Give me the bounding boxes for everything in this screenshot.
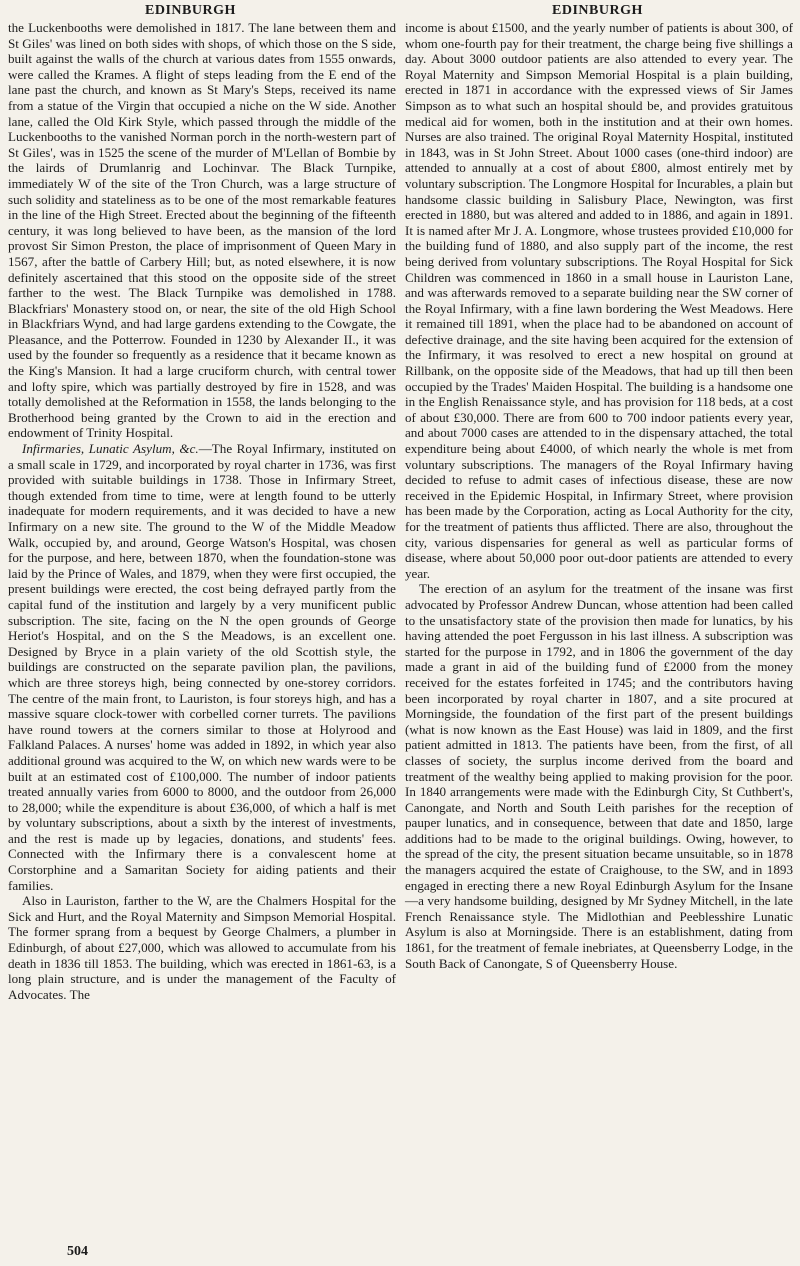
running-head-left: EDINBURGH: [145, 3, 236, 18]
page-number: 504: [67, 1244, 88, 1259]
paragraph: the Luckenbooths were demolished in 1817. The lane between them and St Giles' was lined on both sides with shops, of which those on the S side, built against the walls of the church at various dates from 1555 onwards, were called the Krames. A flight of steps leading from the E end of the lane past the church, and known as St Mary's Steps, received its name from a statue of the Virgin that occupied a niche on the W side. Another lane, called the Old Kirk Style, which passed through the middle of the Luckenbooths to the vanished Norman porch in the north-western part of St Giles', was in 1525 the scene of the murder of M'Lellan of Bombie by the lairds of Drumlanrig and Lochinvar. The Black Turnpike, immediately W of the site of the Tron Church, was a large structure of such solidity and stateliness as to be one of the most remarkable features in the line of the High Street. Erected about the beginning of the fifteenth century, it was long believed to have been, as the mansion of the lord provost Sir Simon Preston, the place of imprisonment of Queen Mary in 1567, after the battle of Carbery Hill; but, as noted elsewhere, it is now definitely ascertained that this stood on the opposite side of the street farther to the west. The Black Turnpike was demolished in 1788. Blackfriars' Monastery stood on, or near, the site of the old High School in Blackfriars Wynd, and had large gardens extending to the Cowgate, the Pleasance, and the Potterrow. Founded in 1230 by Alexander II., it was used by the founder so frequently as a residence that it became known as the King's Mansion. It had a large cruciform church, with central tower and lofty spire, which was partially destroyed by fire in 1528, and was totally demolished at the Reformation in 1558, the lands belonging to the Brotherhood being granted by the Crown to aid in the erection and endowment of Trinity Hospital.: [8, 20, 396, 441]
paragraph: The erection of an asylum for the treatment of the insane was first advocated by Professor Andrew Duncan, whose attention had been called to the unsatisfactory state of the provision then made for lunatics, by his having attended the poet Fergusson in his last illness. A subscription was started for the purpose in 1792, and in 1806 the government of the day made a grant in aid of the building fund of £2000 from the money received for the estates forfeited in 1745; and the contributors having been incorporated by royal charter in 1807, and a site procured at Morningside, the foundation of the first part of the present buildings (what is now known as the East House) was laid in 1809, and the first patient admitted in 1813. The patients have been, from the first, of all classes of society, the surplus income derived from the board and treatment of the wealthy being applied to making provision for the poor. In 1840 arrangements were made with the Edinburgh City, St Cuthbert's, Canongate, and North and South Leith parishes for the reception of pauper lunatics, and in consequence, between that date and 1850, large additions had to be made to the original buildings. Owing, however, to the spread of the city, the present situation became unsuitable, so in 1878 the managers acquired the estate of Craighouse, to the SW, and in 1893 engaged in erecting there a new Royal Edinburgh Asylum for the Insane—a very handsome building, designed by Mr Sydney Mitchell, in the late French Renaissance style. The Midlothian and Peeblesshire Lunatic Asylum is also at Morningside. There is an establishment, dating from 1861, for the treatment of female inebriates, at Queensberry Lodge, in the South Back of Canongate, S of Queensberry House.: [405, 581, 793, 971]
paragraph: income is about £1500, and the yearly number of patients is about 300, of whom one-fourth pay for their treatment, the charge being five shillings a day. About 3000 outdoor patients are also attended to every year. The Royal Maternity and Simpson Memorial Hospital is a plain building, erected in 1871 in accordance with the expressed views of Sir James Simpson as to what such an hospital should be, and provides gratuitous medical aid for women, both in the institution and at their own homes. Nurses are also trained. The original Royal Maternity Hospital, instituted in 1843, was in St John Street. About 1000 cases (one-third indoor) are attended to annually at a cost of about £800, almost entirely met by voluntary subscription. The Longmore Hospital for Incurables, a plain but handsome classic building in Salisbury Place, Newington, was first erected in 1880, but was altered and added to in 1886, and again in 1891. It is named after Mr J. A. Longmore, whose trustees provided £10,000 for the building fund of 1880, and also supply part of the income, the rest being derived from voluntary subscriptions. The Royal Hospital for Sick Children was commenced in 1860 in a small house in Lauriston Lane, and was afterwards removed to a separate building near the SW corner of the Royal Infirmary, with a fine lawn bordering the West Meadows. Here it remained till 1891, when the place had to be abandoned on account of defective drainage, and the site having been acquired for the extension of the Infirmary, it was resolved to erect a new hospital on ground at Rillbank, on the opposite side of the Meadows, that had up till then been occupied by the Trades' Maiden Hospital. The building is a handsome one in the English Renaissance style, and has provision for 118 beds, at a cost of about £30,000. There are from 600 to 700 indoor patients every year, and about 7000 cases are attended to in the dispensary attached, the total expenditure being about £4000, of which nearly the whole is met from voluntary subscriptions. The managers of the Royal Infirmary having decided to refuse to admit cases of infectious disease, these are now received in the Epidemic Hospital, in Infirmary Street, where provision has been made by the Corporation, acting as Local Authority for the city, for the treatment of patients thus afflicted. There are also, throughout the city, various dispensaries for general as well as particular forms of disease, where about 50,000 poor out-door patients are attended to every year.: [405, 20, 793, 581]
left-column: [8, 20, 396, 1002]
paragraph: Also in Lauriston, farther to the W, are the Chalmers Hospital for the Sick and Hurt, and the Royal Maternity and Simpson Memorial Hospital. The former sprang from a bequest by George Chalmers, a plumber in Edinburgh, of about £27,000, which was allowed to accumulate from his death in 1836 till 1853. The building, which was erected in 1861-63, is a long plain structure, and is under the management of the Faculty of Advocates. The: [8, 893, 396, 1002]
right-column: [405, 20, 793, 971]
paragraph: [8, 441, 396, 893]
running-head-right: EDINBURGH: [552, 3, 643, 18]
paragraph-text: —The Royal Infirmary, instituted on a small scale in 1729, and incorporated by royal charter in 1736, was first provided with suitable buildings in 1738. Those in Infirmary Street, though extended from time to time, were at length found to be utterly inadequate for modern requirements, and it was decided to have a new Infirmary on a new site. The ground to the W of the Middle Meadow Walk, occupied by, and around, George Watson's Hospital, was chosen for the purpose, and here, between 1870, when the foundation-stone was laid by the Prince of Wales, and 1879, when they were first occupied, the present buildings were erected, the cost being defrayed partly from the capital fund of the institution and largely by a very munificent public subscription. The site, facing on the N the open grounds of George Heriot's Hospital, and on the S the Meadows, is an excellent one. Designed by Bryce in a plain variety of the old Scottish style, the buildings are constructed on the separate pavilion plan, the pavilions, which are three storeys high, being connected by one-storey corridors. The centre of the main front, to Lauriston, is four storeys high, and has a massive square clock-tower with corbelled corner turrets. The pavilions have round towers at the corners similar to those at Holyrood and Falkland Palaces. A nurses' home was added in 1892, in which year also additional ground was acquired to the W, on which new wards were to be built at an estimated cost of £100,000. The number of indoor patients treated annually varies from 6000 to 8000, and the outdoor from 26,000 to 28,000; while the expenditure is about £36,000, of which a half is met by voluntary subscriptions, about a sixth by the interest of investments, and the rest is made up by legacies, donations, and students' fees. Connected with the Infirmary there is a convalescent home at Corstorphine and a Samaritan Society for aiding patients and their families.: [8, 441, 396, 893]
section-heading: Infirmaries, Lunatic Asylum, &c.: [22, 441, 199, 457]
